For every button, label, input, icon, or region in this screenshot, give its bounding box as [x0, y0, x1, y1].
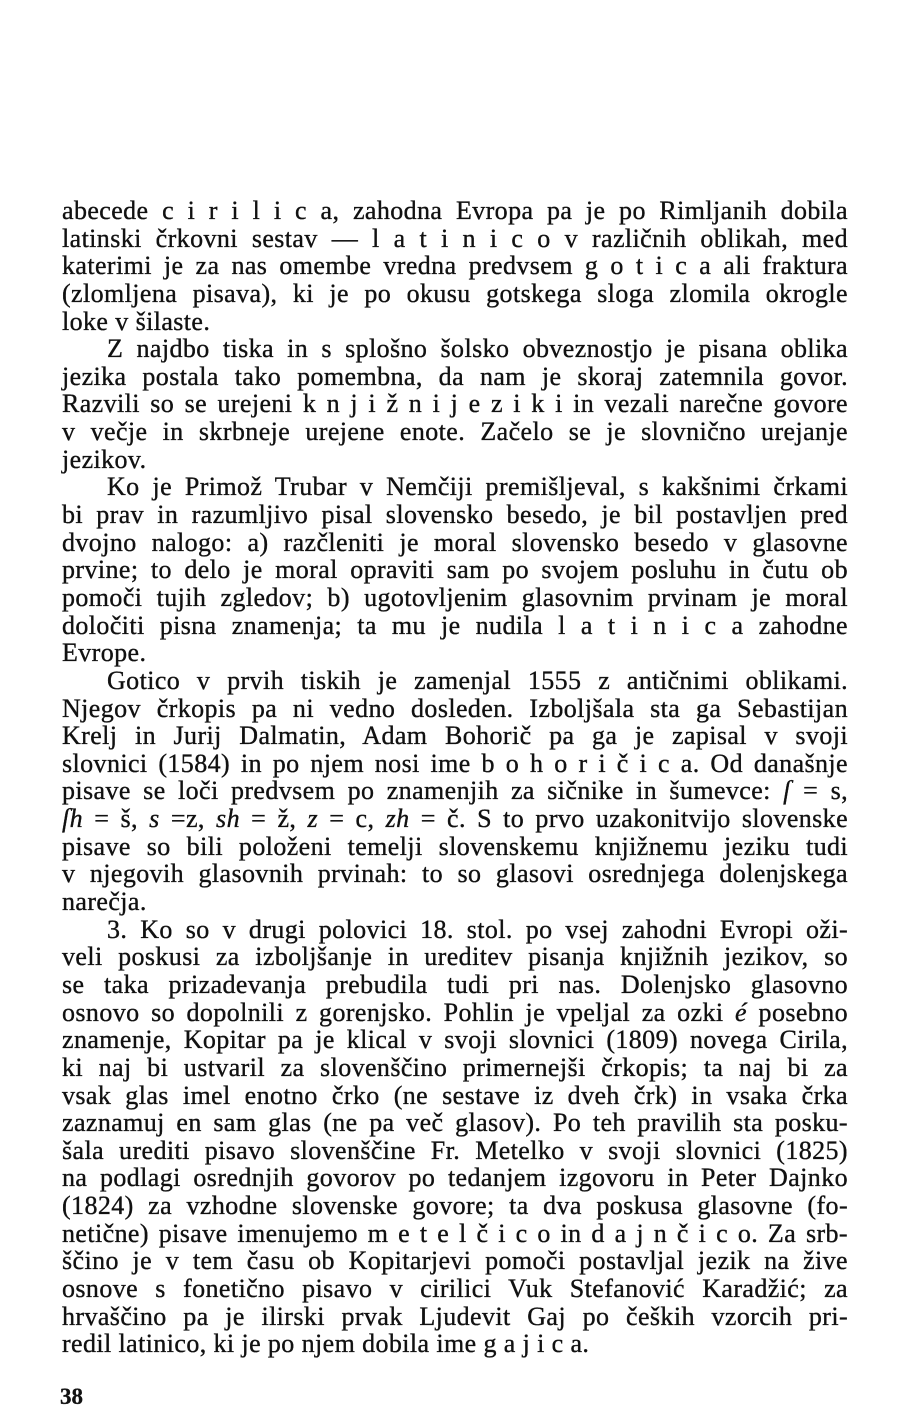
italic-symbol: ſ — [783, 776, 791, 806]
text-line: Razvili so se urejeni k n j i ž n i j e z i k i in vezali narečne govore — [62, 389, 848, 419]
text-line — [62, 777, 848, 805]
text-line: Njegov črkopis pa ni vedno dosleden. Izboljšala sta ga Sebastijan — [62, 693, 848, 723]
text-line: znamenje, Kopitar pa je klical v svoji slovnici (1809) novega Cirila, — [62, 1025, 848, 1055]
text-line: na podlagi osrednjih govorov po tedanjem izgovoru in Peter Dajnko — [62, 1163, 848, 1193]
text-line: loke v šilaste. — [62, 306, 211, 336]
italic-symbol: sh — [216, 804, 240, 834]
italic-symbol: s — [149, 804, 160, 834]
text-line: abecede c i r i l i c a, zahodna Evropa pa je po Rimljanih dobila — [62, 196, 848, 225]
text-line: v večje in skrbneje urejene enote. Začelo se je slovnično urejanje — [62, 417, 848, 447]
text-line: Gotico v prvih tiskih je zamenjal 1555 z antičnimi oblikami. — [107, 665, 848, 695]
italic-symbol: z — [307, 804, 319, 834]
page-number: 38 — [60, 1384, 83, 1409]
paragraph — [62, 667, 848, 916]
text-line: šala urediti pisavo slovenščine Fr. Metelko v svoji slovnici (1825) — [62, 1135, 848, 1165]
italic-symbol: zh — [385, 804, 410, 834]
text-segment: =z, — [159, 804, 217, 834]
text-line: (1824) za vzhodne slovenske govore; ta dva poskusa glasovne (fo- — [62, 1191, 848, 1221]
text-line: dvojno nalogo: a) razčleniti je moral slovensko besedo v glasovne — [62, 527, 848, 557]
italic-symbol: é — [735, 997, 747, 1027]
text-segment: = c, — [318, 804, 386, 834]
text-segment: = č. S to prvo uzakonitvijo slovenske — [409, 804, 849, 834]
text-line: narečja. — [62, 887, 147, 917]
text-line: katerimi je za nas omembe vredna predvsem g o t i c a ali fraktura — [62, 251, 848, 281]
text-line: slovnici (1584) in po njem nosi ime b o h o r i č i c a. Od današnje — [62, 748, 848, 778]
text-line: določiti pisna znamenja; ta mu je nudila l a t i n i c a zahodne — [62, 610, 848, 640]
text-line: prvine; to delo je moral opraviti sam po svojem posluhu in čutu ob — [62, 555, 848, 585]
paragraph — [62, 197, 848, 335]
text-line: (zlomljena pisava), ki je po okusu gotskega sloga zlomila okrogle — [62, 278, 848, 308]
text-line: veli poskusi za izboljšanje in ureditev pisanja knjižnih jezikov, so — [62, 942, 848, 972]
text-segment: = s, — [790, 776, 848, 806]
text-segment: = š, — [83, 804, 150, 834]
text-line: Evrope. — [62, 638, 147, 668]
text-line: bi prav in razumljivo pisal slovensko besedo, je bil postavljen pred — [62, 500, 848, 530]
text-line: Ko je Primož Trubar v Nemčiji premišljeval, s kakšnimi črkami — [107, 472, 848, 502]
text-line: jezika postala tako pomembna, da nam je skoraj zatemnila govor. — [62, 361, 848, 391]
text-line: jezikov. — [62, 444, 147, 474]
text-segment: posebno — [747, 997, 849, 1027]
text-line: se taka prizadevanja prebudila tudi pri nas. Dolenjsko glasovno — [62, 969, 848, 999]
text-line: ščino je v tem času ob Kopitarjevi pomoči postavljal jezik na žive — [62, 1246, 848, 1276]
text-line: osnove s fonetično pisavo v cirilici Vuk Stefanović Karadžić; za — [62, 1273, 848, 1303]
text-line: Z najdbo tiska in s splošno šolsko obveznostjo je pisana oblika — [107, 334, 848, 364]
text-line: ki naj bi ustvaril za slovenščino primernejši črkopis; ta naj bi za — [62, 1052, 848, 1082]
text-line: pisave so bili položeni temelji slovenskemu knjižnemu jeziku tudi — [62, 831, 848, 861]
text-line: Krelj in Jurij Dalmatin, Adam Bohorič pa ga je zapisal v svoji — [62, 721, 848, 751]
text-line: vsak glas imel enotno črko (ne sestave iz dveh črk) in vsaka črka — [62, 1080, 848, 1110]
text-segment: pisave se loči predvsem po znamenjih za sičnike in šumevce: — [62, 776, 784, 806]
text-line: zaznamuj en sam glas (ne pa več glasov). Po teh pravilih sta posku- — [62, 1108, 848, 1138]
text-line — [62, 805, 848, 833]
text-segment: osnovo so dopolnili z gorenjsko. Pohlin je vpeljal za ozki — [62, 997, 736, 1027]
italic-symbol: ſh — [62, 804, 84, 834]
text-line: pomoči tujih zgledov; b) ugotovljenim glasovnim prvinam je moral — [62, 582, 848, 612]
page-body — [62, 197, 848, 1358]
text-segment: = ž, — [239, 804, 308, 834]
paragraph — [62, 916, 848, 1358]
text-line — [62, 999, 848, 1027]
text-line: latinski črkovni sestav — l a t i n i c o v različnih oblikah, med — [62, 223, 848, 253]
text-line: redil latinico, ki je po njem dobila ime g a j i c a. — [62, 1329, 590, 1359]
text-line: netične) pisave imenujemo m e t e l č i c o in d a j n č i c o. Za srb- — [62, 1218, 848, 1248]
text-line: hrvaščino pa je ilirski prvak Ljudevit Gaj po čeških vzorcih pri- — [62, 1301, 848, 1331]
paragraph — [62, 473, 848, 666]
paragraph — [62, 335, 848, 473]
text-line: 3. Ko so v drugi polovici 18. stol. po vsej zahodni Evropi oži- — [107, 914, 848, 944]
text-line: v njegovih glasovnih prvinah: to so glasovi osrednjega dolenjskega — [62, 859, 848, 889]
